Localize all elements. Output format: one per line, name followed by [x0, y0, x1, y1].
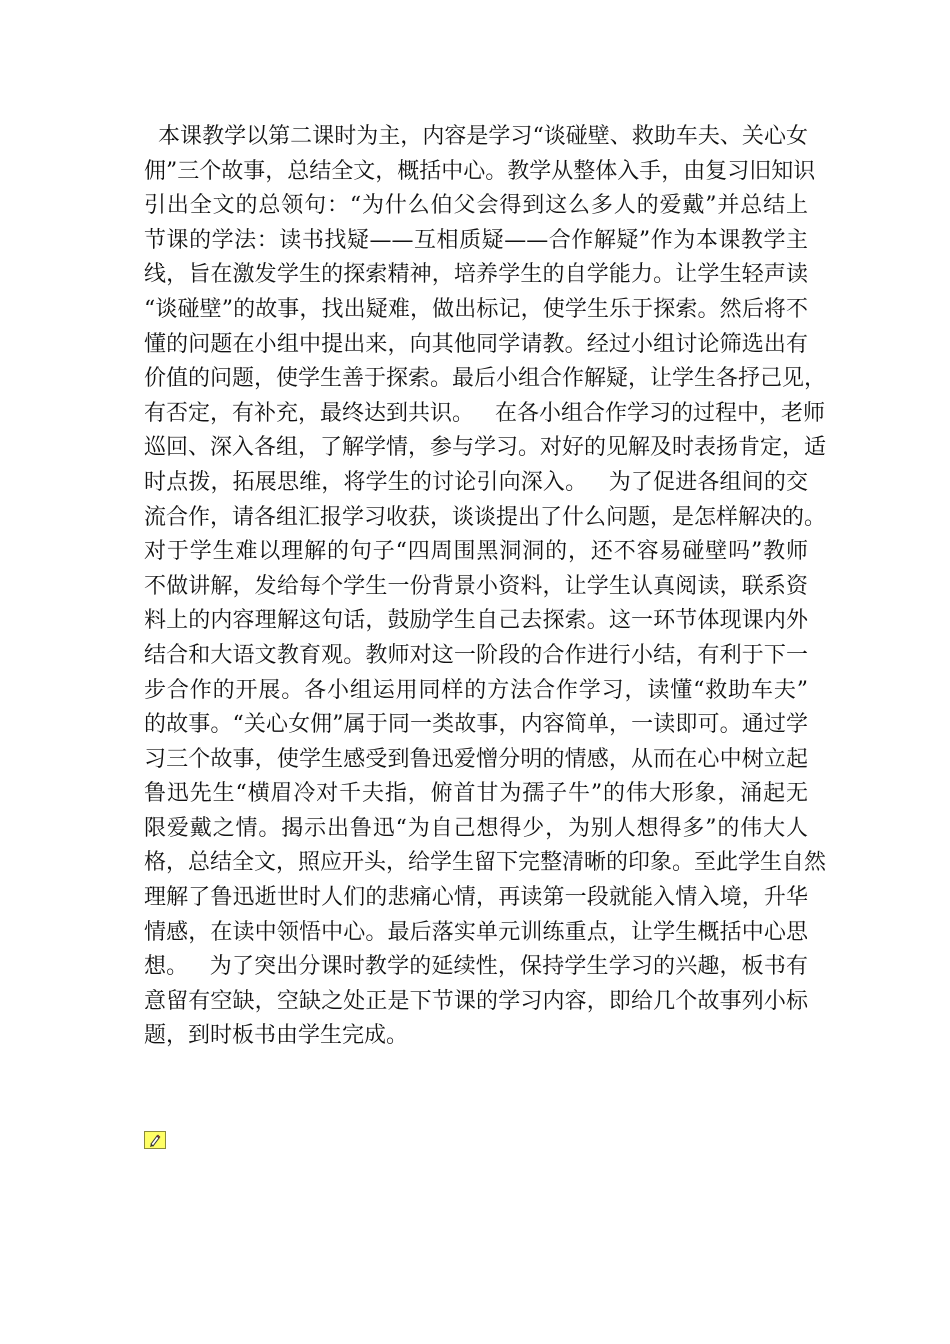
paragraph-line: 情感，在读中领悟中心。最后落实单元训练重点，让学生概括中心思	[144, 919, 808, 945]
paragraph-line: 时点拨，拓展思维，将学生的讨论引向深入。 为了促进各组间的交	[144, 469, 808, 495]
paragraph-line: 意留有空缺，空缺之处正是下节课的学习内容，即给几个故事列小标	[144, 988, 808, 1014]
paragraph-line: 流合作，请各组汇报学习收获，谈谈提出了什么问题，是怎样解决的。	[144, 504, 827, 530]
body-paragraph	[144, 120, 827, 1054]
paragraph-line: 结合和大语文教育观。教师对这一阶段的合作进行小结，有利于下一	[144, 642, 808, 668]
paragraph-line: 习三个故事，使学生感受到鲁迅爱憎分明的情感，从而在心中树立起	[144, 746, 808, 772]
paragraph-line: 价值的问题，使学生善于探索。最后小组合作解疑，让学生各抒己见，	[144, 366, 827, 392]
paragraph-line: 想。 为了突出分课时教学的延续性，保持学生学习的兴趣，板书有	[144, 954, 808, 980]
pencil-icon	[145, 1132, 165, 1148]
paragraph-line: 题，到时板书由学生完成。	[144, 1023, 409, 1049]
paragraph-line: 理解了鲁迅逝世时人们的悲痛心情，再读第一段就能入情入境，升华	[144, 885, 808, 911]
paragraph-line: 有否定，有补充，最终达到共识。 在各小组合作学习的过程中，老师	[144, 400, 825, 426]
paragraph-line: 限爱戴之情。揭示出鲁迅“为自己想得少，为别人想得多”的伟大人	[144, 815, 808, 841]
embedded-object-icon[interactable]	[144, 1131, 166, 1149]
paragraph-line: 线，旨在激发学生的探索精神，培养学生的自学能力。让学生轻声读	[144, 262, 808, 288]
paragraph-line: 料上的内容理解这句话，鼓励学生自己去探索。这一环节体现课内外	[144, 608, 808, 634]
paragraph-line: 懂的问题在小组中提出来，向其他同学请教。经过小组讨论筛选出有	[144, 331, 808, 357]
paragraph-line: 对于学生难以理解的句子“四周围黑洞洞的，还不容易碰壁吗”教师	[144, 539, 808, 565]
paragraph-line: 节课的学法：读书找疑——互相质疑——合作解疑”作为本课教学主	[144, 227, 808, 253]
paragraph-line: 不做讲解，发给每个学生一份背景小资料，让学生认真阅读，联系资	[144, 573, 808, 599]
paragraph-line: 引出全文的总领句：“为什么伯父会得到这么多人的爱戴”并总结上	[144, 193, 808, 219]
paragraph-line: 本课教学以第二课时为主，内容是学习“谈碰壁、救助车夫、关心女	[144, 124, 808, 149]
paragraph-line: 格，总结全文，照应开头，给学生留下完整清晰的印象。至此学生自然	[144, 850, 827, 876]
paragraph-line: 鲁迅先生“横眉冷对千夫指，俯首甘为孺子牛”的伟大形象，涌起无	[144, 781, 808, 807]
paragraph-line: 的故事。“关心女佣”属于同一类故事，内容简单，一读即可。通过学	[144, 712, 808, 738]
paragraph-line: 佣”三个故事，总结全文，概括中心。教学从整体入手，由复习旧知识	[144, 158, 816, 184]
paragraph-line: 巡回、深入各组，了解学情，参与学习。对好的见解及时表扬肯定，适	[144, 435, 827, 461]
paragraph-line: 步合作的开展。各小组运用同样的方法合作学习，读懂“救助车夫”	[144, 677, 808, 703]
paragraph-line: “谈碰壁”的故事，找出疑难，做出标记，使学生乐于探索。然后将不	[144, 296, 808, 322]
